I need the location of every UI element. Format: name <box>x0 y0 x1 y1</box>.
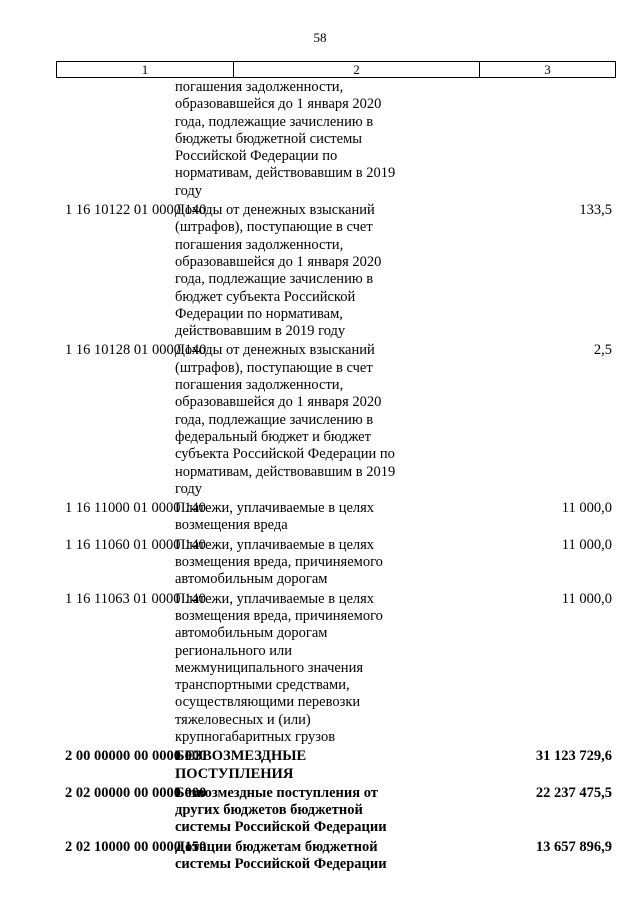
code-cell: 1 16 10122 01 0000 140 <box>65 202 207 219</box>
table-row <box>0 537 640 589</box>
table-row <box>0 748 640 783</box>
amount-cell: 133,5 <box>579 202 612 219</box>
table-row <box>0 839 640 874</box>
name-cell: Платежи, уплачиваемые в целях возмещения вреда, причиняемого автомобильным дорогам <box>175 536 383 588</box>
header-col-2: 2 <box>234 62 480 77</box>
code-cell: 1 16 11060 01 0000 140 <box>65 536 206 553</box>
table-row <box>0 591 640 747</box>
header-col-3: 3 <box>544 62 551 77</box>
name-cell: Безвозмездные поступления от других бюджетов бюджетной системы Российской Федерации <box>175 784 387 836</box>
page-number: 58 <box>313 30 327 45</box>
code-cell: 2 00 00000 00 0000 000 <box>65 748 207 765</box>
amount-cell: 31 123 729,6 <box>535 748 612 765</box>
table-header <box>56 61 616 78</box>
code-cell: 2 02 00000 00 0000 000 <box>65 784 207 801</box>
name-cell: Платежи, уплачиваемые в целях возмещения вреда, причиняемого автомобильным дорогам регионального или межмуниципального значения транспортными средствами, осуществляющими перевозки тяжеловесных и (или) крупногабаритных грузов <box>175 590 383 745</box>
name-cell: Дотации бюджетам бюджетной системы Российской Федерации <box>175 838 387 873</box>
amount-cell: 11 000,0 <box>561 536 612 553</box>
name-cell: БЕЗВОЗМЕЗДНЫЕ ПОСТУПЛЕНИЯ <box>175 748 307 782</box>
table-row <box>0 500 640 535</box>
table-row <box>0 342 640 498</box>
name-cell: Доходы от денежных взысканий (штрафов), поступающие в счет погашения задолженности, образовавшейся до 1 января 2020 года, подлежащие зачислению в федеральный бюджет и бюджет субъекта Российской Федерации по нормативам, действовавшим в 2019 году <box>175 342 396 497</box>
amount-cell: 22 237 475,5 <box>535 784 612 801</box>
amount-cell: 11 000,0 <box>561 590 612 607</box>
code-cell: 2 02 10000 00 0000 150 <box>65 838 207 855</box>
table-body <box>0 79 640 873</box>
amount-cell <box>413 79 612 200</box>
name-cell: погашения задолженности, образовавшейся до 1 января 2020 года, подлежащие зачислению в бюджеты бюджетной системы Российской Федерации по нормативам, действовавшим в 2019 году <box>175 79 396 199</box>
name-cell: Платежи, уплачиваемые в целях возмещения вреда <box>175 500 375 534</box>
table-row <box>0 202 640 340</box>
amount-cell: 2,5 <box>593 342 612 359</box>
amount-cell: 13 657 896,9 <box>535 838 612 855</box>
code-cell <box>0 79 175 200</box>
code-cell: 1 16 11063 01 0000 140 <box>65 590 206 607</box>
code-cell: 1 16 10128 01 0000 140 <box>65 342 207 359</box>
amount-cell: 11 000,0 <box>561 500 612 517</box>
table-row <box>0 79 640 200</box>
table-row <box>0 785 640 837</box>
name-cell: Доходы от денежных взысканий (штрафов), поступающие в счет погашения задолженности, образовавшейся до 1 января 2020 года, подлежащие зачислению в бюджет субъекта Российской Федерации по нормативам, действовавшим в 2019 году <box>175 202 382 340</box>
code-cell: 1 16 11000 01 0000 140 <box>65 500 206 517</box>
header-col-1: 1 <box>57 62 234 77</box>
